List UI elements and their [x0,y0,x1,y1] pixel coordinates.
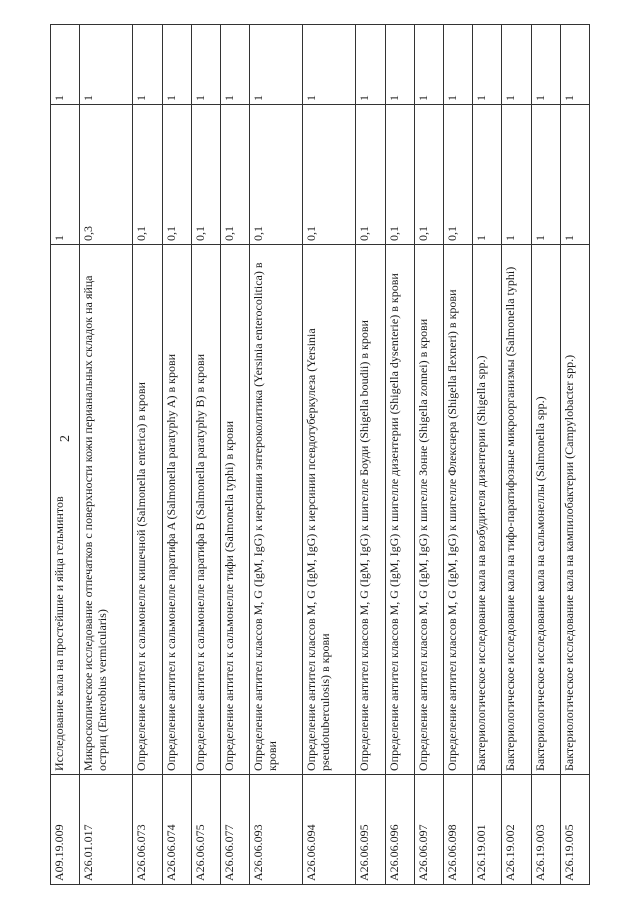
multiplicity-cell: 1 [51,25,80,105]
services-table [50,24,590,885]
service-name-cell: Определение антител классов M, G (IgM, IgG) к иерсинии энтероколитика (Yersinia enterocolitica) в крови [250,245,303,775]
service-name-cell: Определение антител классов M, G (IgM, IgG) к иерсинии псевдотуберкулеза (Yersinia pseudotuberculosis) в крови [303,245,356,775]
table-row [80,25,133,885]
multiplicity-cell: 1 [191,25,220,105]
service-code-cell: A26.06.095 [356,775,385,885]
table-row [560,25,589,885]
table-row [443,25,472,885]
service-code-cell: A26.06.077 [220,775,249,885]
table-row [220,25,249,885]
table-row [473,25,502,885]
table-row [250,25,303,885]
multiplicity-cell: 1 [443,25,472,105]
table-row [531,25,560,885]
frequency-cell: 0,1 [191,105,220,245]
table-row [502,25,531,885]
table-row [191,25,220,885]
table-row [356,25,385,885]
service-code-cell: A26.19.002 [502,775,531,885]
table-row [133,25,162,885]
services-table-body [51,25,590,885]
service-name-cell: Определение антител к сальмонелле кишечной (Salmonella enterica) в крови [133,245,162,775]
service-name-cell: Микроскопическое исследование отпечатков с поверхности кожи перианальных складок на яйца остриц (Enterobius vermicularis) [80,245,133,775]
multiplicity-cell: 1 [303,25,356,105]
service-name-cell: Определение антител классов M, G (IgM, IgG) к шигелле Боуди (Shigella boudii) в крови [356,245,385,775]
frequency-cell: 0,1 [303,105,356,245]
service-code-cell: A26.19.001 [473,775,502,885]
frequency-cell: 0,1 [162,105,191,245]
multiplicity-cell: 1 [356,25,385,105]
service-name-cell: Определение антител классов M, G (IgM, IgG) к шигелле Флекснера (Shigella flexneri) в крови [443,245,472,775]
table-row [414,25,443,885]
service-code-cell: A26.19.003 [531,775,560,885]
frequency-cell: 0,1 [356,105,385,245]
page-number: 2 [58,435,73,442]
service-code-cell: A26.01.017 [80,775,133,885]
frequency-cell: 1 [531,105,560,245]
service-name-cell: Определение антител к сальмонелле паратифа A (Salmonella paratyphy A) в крови [162,245,191,775]
frequency-cell: 0,1 [220,105,249,245]
multiplicity-cell: 1 [531,25,560,105]
multiplicity-cell: 1 [133,25,162,105]
service-code-cell: A26.06.097 [414,775,443,885]
service-code-cell: A09.19.009 [51,775,80,885]
service-code-cell: A26.06.093 [250,775,303,885]
service-code-cell: A26.19.005 [560,775,589,885]
service-name-cell: Бактериологическое исследование кала на тифо-паратифозные микроорганизмы (Salmonella typhi) [502,245,531,775]
service-name-cell: Исследование кала на простейшие и яйца гельминтов [51,245,80,775]
table-row [162,25,191,885]
frequency-cell: 0,1 [250,105,303,245]
service-name-cell: Определение антител к сальмонелле паратифа B (Salmonella paratyphy B) в крови [191,245,220,775]
frequency-cell: 1 [502,105,531,245]
table-row [303,25,356,885]
service-name-cell: Бактериологическое исследование кала на возбудителя дизентерии (Shigella spp.) [473,245,502,775]
multiplicity-cell: 1 [220,25,249,105]
multiplicity-cell: 1 [560,25,589,105]
service-name-cell: Определение антител к сальмонелле тифи (Salmonella typhi) в крови [220,245,249,775]
frequency-cell: 1 [51,105,80,245]
frequency-cell: 1 [473,105,502,245]
rotated-table-wrapper [50,25,590,885]
service-code-cell: A26.06.075 [191,775,220,885]
frequency-cell: 0,1 [385,105,414,245]
service-name-cell: Бактериологическое исследование кала на сальмонеллы (Salmonella spp.) [531,245,560,775]
table-row [385,25,414,885]
multiplicity-cell: 1 [162,25,191,105]
service-name-cell: Определение антител классов M, G (IgM, IgG) к шигелле дизентерии (Shigella dysenterie) в крови [385,245,414,775]
frequency-cell: 0,3 [80,105,133,245]
frequency-cell: 0,1 [443,105,472,245]
service-code-cell: A26.06.073 [133,775,162,885]
multiplicity-cell: 1 [414,25,443,105]
service-code-cell: A26.06.074 [162,775,191,885]
service-code-cell: A26.06.096 [385,775,414,885]
multiplicity-cell: 1 [385,25,414,105]
multiplicity-cell: 1 [473,25,502,105]
service-name-cell: Бактериологическое исследование кала на кампилобактерии (Campylobacter spp.) [560,245,589,775]
service-code-cell: A26.06.098 [443,775,472,885]
frequency-cell: 0,1 [133,105,162,245]
multiplicity-cell: 1 [250,25,303,105]
multiplicity-cell: 1 [80,25,133,105]
service-name-cell: Определение антител классов M, G (IgM, IgG) к шигелле Зонне (Shigella zonnei) в крови [414,245,443,775]
service-code-cell: A26.06.094 [303,775,356,885]
frequency-cell: 0,1 [414,105,443,245]
multiplicity-cell: 1 [502,25,531,105]
table-row [51,25,80,885]
frequency-cell: 1 [560,105,589,245]
